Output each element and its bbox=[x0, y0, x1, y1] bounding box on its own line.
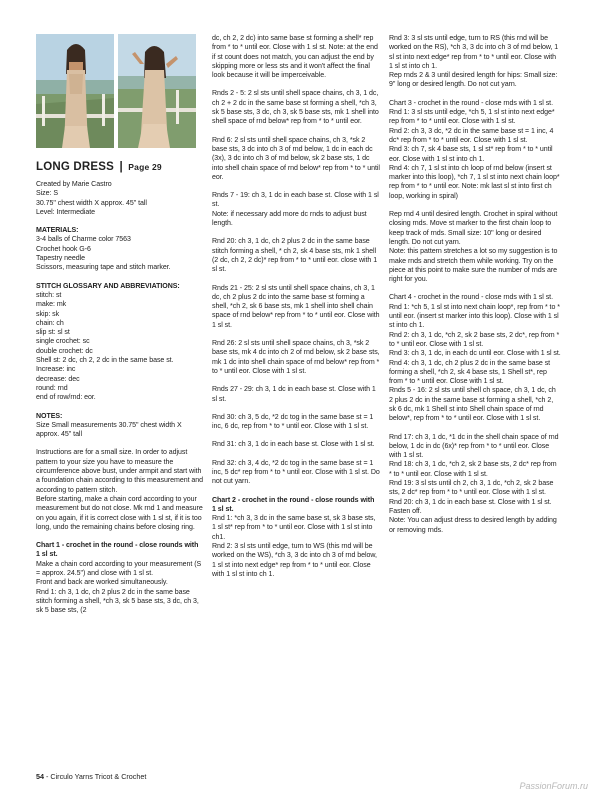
rnds-7-19: Rnds 7 - 19: ch 3, 1 dc in each base st. Close with 1 sl st. Note: if necessary add more dc rnds to adjust bust length. bbox=[212, 192, 379, 228]
chart4-finish: Rnd 17: ch 3, 1 dc, *1 dc in the shell chain space of rnd below, 1 dc in dc (6x)* rep from * to * until eor. Close with 1 sl st. Rnd 18: ch 3, 1 dc, *ch 2, sk 2 base sts, 2 dc* rep from * to * until eor. Close with 1 sl st. Rnd 19: 3 sl sts until ch 2, ch 3, 1 dc, *ch 2, sk 2 base sts, 2 dc* rep from * to * until eor. Close with 1 sl st. Rnd 20: ch 3, 1 dc in each base st. Close with 1 sl st. Fasten off. Note: You can adjust dress to desired length by adding or removing rnds. bbox=[389, 433, 559, 534]
column-right bbox=[389, 34, 561, 544]
watermark: PassionForum.ru bbox=[519, 781, 588, 791]
column-middle bbox=[212, 34, 380, 588]
rnd-32: Rnd 32: ch 3, 4 dc, *2 dc tog in the same base st = 1 inc, 5 dc* rep from * to * until eor. Close with 1 sl st. Do not cut yarn. bbox=[212, 459, 380, 486]
instructions-text: Instructions are for a small size. In order to adjust pattern to your size you have to measure the circumference above bust, under armpit and start with a foundation chain according to this measurement and according to pattern stitch. Before starting, make a chain cord according to your measurement but do not close. Mk rnd 1 and measure on you again, if it is correct close with 1 sl st, if it is too long, undo the remaining chains before closing ring. bbox=[36, 449, 204, 531]
notes-heading: NOTES: bbox=[36, 412, 63, 420]
rnds-27-29: Rnds 27 - 29: ch 3, 1 dc in each base st. Close with 1 sl st. bbox=[212, 386, 376, 403]
chart3-repeat: Rep rnd 4 until desired length. Crochet in spiral without closing rnds. Move st marker to the first chain loop to keep track of rnds. Small size: 10" long or desired length. Do not cut yarn. Note: this pattern stretches a lot so my suggestion is to make rnds and stretch them while working. Try on the piece at this point to make sure the number of rnds are right for you. bbox=[389, 211, 558, 284]
chart2-continued: Rnd 3: 3 sl sts until edge, turn to RS (this rnd will be worked on the RS), *ch 3, 3 dc into ch 3 of rnd below, 1 sl st into next edge* rep from * to * until eor. Close with 1 sl st into ch 1. Rep rnds 2 & 3 until desired length for hips: Small size: 9" long or desired length. Do not cut yarn. bbox=[389, 35, 559, 89]
publication-name: - Circulo Yarns Tricot & Crochet bbox=[44, 772, 147, 781]
chart3-text: Chart 3 - crochet in the round - close rnds with 1 sl st. Rnd 1: 3 sl sts until edge, *ch 5, 1 sl st into next edge* rep from * to * until eor. Close with 1 sl st. Rnd 2: ch 3, 3 dc, *2 dc in the same base st = 1 inc, 4 dc* rep from * to * until eor. Close with 1 sl st. Rnd 3: ch 7, sk 4 base sts, 1 sl st* rep from * to * until eor. Close with 1 sl st into ch 1. Rnd 4: ch 7, 1 sl st into ch loop of rnd below (insert st marker into this loop), *ch 7, 1 sl st into next chain loop* rep from * to * until eor. Note: mk last sl st into first ch loop, working in spiral) bbox=[389, 99, 560, 200]
rnd-31: Rnd 31: ch 3, 1 dc in each base st. Close with 1 sl st. bbox=[212, 441, 375, 449]
rnd-6: Rnd 6: 2 sl sts until shell space chains, ch 3, *sk 2 base sts, 3 dc into ch 3 of rnd below, 1 dc in each dc (3x), 3 dc into ch 3 of rnd below, sk 2 base sts, 1 dc into shell chain space of rnd below* rep from * to * until eor. bbox=[212, 136, 380, 181]
page-number: 54 bbox=[36, 772, 44, 781]
rnds-2-5: Rnds 2 - 5: 2 sl sts until shell space chains, ch 3, 1 dc, ch 2 + 2 dc in the same base st forming a shell, *ch 3, sk 5 base sts, 3 dc, ch 3, sk 5 base sts, mk 1 shell into shell space of rnd below* rep from * to * until eor. bbox=[212, 90, 379, 126]
pattern-title bbox=[36, 160, 204, 174]
rnd-30: Rnd 30: ch 3, 5 dc, *2 dc tog in the same base st = 1 inc, 6 dc, rep from * to * until eor. Close with 1 sl st. bbox=[212, 413, 374, 431]
pattern-name: LONG DRESS bbox=[36, 161, 115, 173]
chart2-heading: Chart 2 - crochet in the round - close rounds with 1 sl st. bbox=[212, 496, 375, 513]
page-footer bbox=[36, 772, 146, 781]
glossary-heading: STITCH GLOSSARY AND ABBREVIATIONS: bbox=[36, 282, 180, 290]
model-photo-pose bbox=[118, 34, 196, 148]
chart1-text: Make a chain cord according to your measurement (S = approx. 24.5") and close with 1 sl st. Front and back are worked simultaneously. Rnd 1: ch 3, 1 dc, ch 2 plus 2 dc in the same base stitch forming a shell, *ch 3, sk 5 base sts, 3 dc, ch 3, sk 5 base sts, (2 bbox=[36, 560, 202, 615]
glossary-list: stitch: st make: mk skip: sk chain: ch slip st: sl st single crochet: sc double crochet: dc Shell st: 2 dc, ch 2, 2 dc in the same base st. Increase: inc decrease: dec round: rnd end of row/rnd: eor. bbox=[36, 291, 174, 402]
rnd-26: Rnd 26: 2 sl sts until shell space chains, ch 3, *sk 2 base sts, mk 4 dc into ch 2 of rnd below, sk 2 base sts, mk 1 dc into shell chain space of rnd below* rep from * to * until eor. Close with 1 sl st. bbox=[212, 340, 380, 375]
title-separator: | bbox=[119, 161, 123, 173]
page-reference: Page 29 bbox=[128, 162, 162, 172]
chart1-continued: dc, ch 2, 2 dc) into same base st forming a shell* rep from * to * until eor. Close with 1 sl st. Note: at the end if st count does not match, you can adjust the end by skipping more or less sts and it won't affect the final look because it will be imperceivable. bbox=[212, 35, 378, 80]
chart2-text: Rnd 1: *ch 3, 3 dc in the same base st, sk 3 base sts, 1 sl st* rep from * to * until eor. Close with 1 sl st into ch1. Rnd 2: 3 sl sts until edge, turn to WS (this rnd will be worked on the WS), *ch 3, 3 dc into ch 3 of rnd below, 1 sl st into next edge* rep from * to * until eor. Close with 1 sl st into ch 1. bbox=[212, 515, 377, 578]
materials-list: 3-4 balls of Charme color 7563 Crochet hook G-6 Tapestry needle Scissors, measuring tape and stitch marker. bbox=[36, 236, 171, 272]
column-left bbox=[36, 160, 204, 624]
rnds-21-25: Rnds 21 - 25: 2 sl sts until shell space chains, ch 3, 1 dc, ch 2 plus 2 dc into the same base st forming a shell, *ch 2, sk 6 base sts, mk 1 shell into shell chain space of rnd below* rep from * to * until eor. Close with 1 sl st. bbox=[212, 284, 380, 329]
chart4-text: Chart 4 - crochet in the round - close rnds with 1 sl st. Rnd 1: *ch 5, 1 sl st into next chain loop*, rep from * to * until eor. (insert st marker into this loop). Close with 1 sl st into ch 1. Rnd 2: ch 3, 1 dc, *ch 2, sk 2 base sts, 2 dc*, rep from * to * until eor. Close with 1 sl st. Rnd 3: ch 3, 1 dc, in each dc until eor. Close with 1 sl st. Rnd 4: ch 3, 1 dc, ch 2 plus 2 dc in the same base st forming a shell, *ch 2, sk 4 base sts, 1 Shell st*, rep from * to * until eor. Close with 1 sl st. Rnds 5 - 16: 2 sl sts until shell ch space, ch 3, 1 dc, ch 2 plus 2 dc in the same base st forming a shell, *ch 2, sk 6 dc, mk 1 Shell st into Shell chain space of rnd below*, rep from * to * until eor. Close with 1 sl st. bbox=[389, 294, 561, 423]
model-photo-front bbox=[36, 34, 114, 148]
materials-heading: MATERIALS: bbox=[36, 227, 79, 235]
notes-text: Size Small measurements 30.75" chest width X approx. 45" tall bbox=[36, 421, 182, 439]
rnd-20: Rnd 20: ch 3, 1 dc, ch 2 plus 2 dc in the same base stitch forming a shell, * ch 2, sk 4 base sts, mk 1 shell (2 dc, ch 2, 2 dc)* rep from * to * until eor. close with 1 sl st. bbox=[212, 238, 378, 274]
pattern-intro: Created by Marie Castro Size: S 30.75" chest width X approx. 45" tall Level: Intermediate bbox=[36, 181, 147, 216]
chart1-heading: Chart 1 - crochet in the round - close rounds with 1 sl st. bbox=[36, 542, 199, 559]
